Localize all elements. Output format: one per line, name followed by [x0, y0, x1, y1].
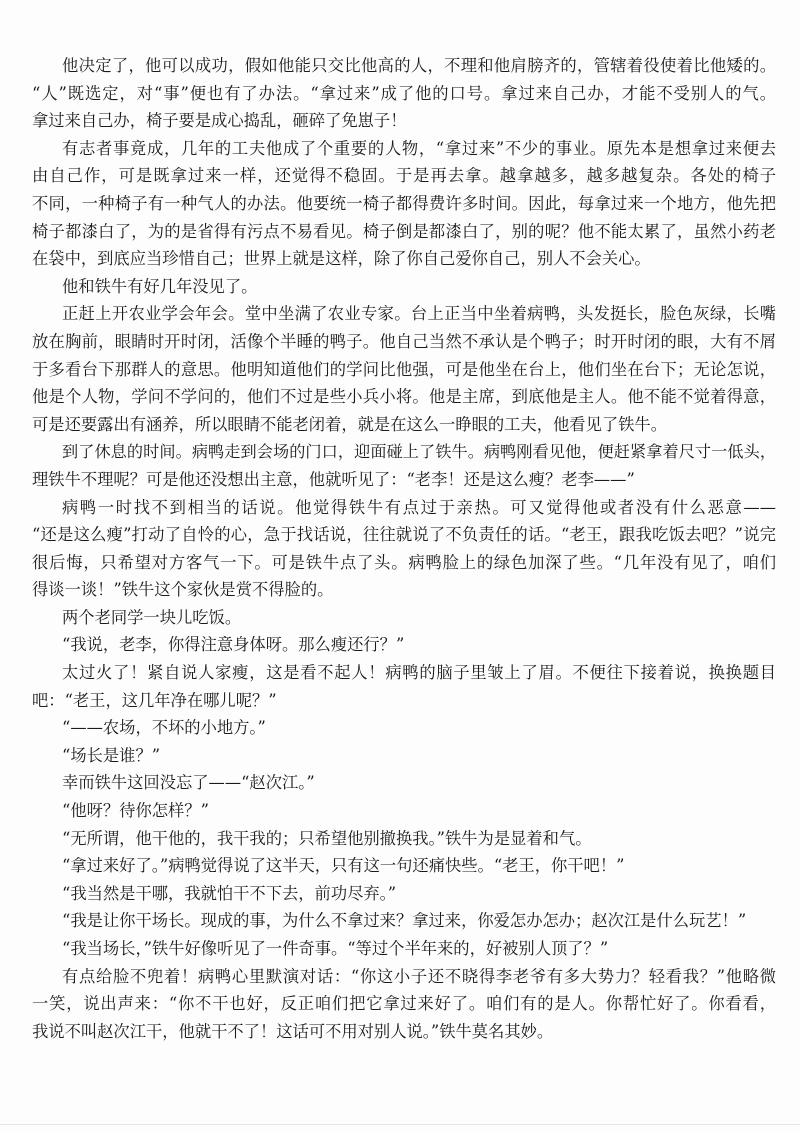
text-line: “我是让你干场长。现成的事，为什么不拿过来？拿过来，你爱怎办怎办；赵次江是什么玩艺！”: [62, 911, 747, 931]
text-line: 两个老同学一块儿吃饭。: [62, 607, 242, 627]
text-line: 于多看台下那群人的意思。他明知道他们的学问比他强，可是他坐在台上，他们坐在台下；无论怎说，: [32, 359, 776, 379]
page-edge-divider: [0, 1124, 800, 1125]
text-line: 一笑，说出声来：“你不干也好，反正咱们把它拿过来好了。咱们有的是人。你帮忙好了。你看看，: [32, 994, 776, 1014]
text-line: 有点给脸不兜着！病鸭心里默演对话：“你这小子还不晓得李老爷有多大势力？轻看我？”他略微: [62, 966, 776, 986]
text-line: “无所谓，他干他的，我干我的；只希望他别撤换我。”铁牛为是显着和气。: [62, 828, 592, 848]
text-line: “我当场长，”铁牛好像听见了一件奇事。“等过个半年来的，好被别人顶了？”: [62, 939, 609, 958]
text-line: 我说不叫赵次江干，他就干不了！这话可不用对别人说。”铁牛莫名其妙。: [32, 1021, 554, 1041]
text-line: “场长是谁？”: [62, 745, 161, 765]
text-line: 到了休息的时间。病鸭走到会场的门口，迎面碰上了铁牛。病鸭刚看见他，便赶紧拿着尺寸一低头，: [62, 442, 776, 462]
text-line: 不同，一种椅子有一种气人的办法。他要统一椅子都得费许多时间。因此，每拿过来一个地方，他先把: [32, 193, 776, 213]
text-line: 他和铁牛有好几年没见了。: [62, 276, 258, 296]
text-line: 正赶上开农业学会年会。堂中坐满了农业专家。台上正当中坐着病鸭，头发挺长，脸色灰绿，长嘴: [62, 304, 776, 324]
text-line: 拿过来自己办，椅子要是成心捣乱，砸碎了免崽子！: [32, 111, 407, 131]
text-line: 他决定了，他可以成功，假如他能只交比他高的人，不理和他肩膀齐的，管辖着役使着比他矮的。: [62, 56, 776, 75]
text-line: “还是这么瘦”打动了自怜的心，急于找话说，往往就说了不负责任的话。“老王，跟我吃饭去吧？”说完: [32, 525, 776, 545]
text-line: 太过火了！紧自说人家瘦，这是看不起人！病鸭的脑子里皱上了眉。不便往下接着说，换换题目: [62, 663, 776, 683]
text-line: 可是还要露出有涵养，所以眼睛不能老闭着，就是在这么一睁眼的工夫，他看见了铁牛。: [32, 414, 667, 434]
text-line: “他呀？待你怎样？”: [62, 801, 209, 821]
text-line: 放在胸前，眼睛时开时闭，活像个半睡的鸭子。他自己当然不承认是个鸭子；时开时闭的眼，大有不屑: [32, 331, 776, 351]
text-line: “人”既选定，对“事”便也有了办法。“拿过来”成了他的口号。拿过来自己办，才能不受别人的气。: [32, 83, 776, 103]
text-line: 由自己作，可是既拿过来一样，还觉得不稳固。于是再去拿。越拿越多，越多越复杂。各处的椅子: [32, 166, 776, 186]
text-line: “我当然是干哪，我就怕干不下去，前功尽弃。”: [62, 883, 397, 903]
text-line: 病鸭一时找不到相当的话说。他觉得铁牛有点过于亲热。可又觉得他或者没有什么恶意——: [62, 497, 776, 517]
text-line: 有志者事竟成，几年的工夫他成了个重要的人物，“拿过来”不少的事业。原先本是想拿过来便去: [62, 138, 776, 158]
text-line: 理铁牛不理呢？可是他还没想出主意，他就听见了：“老李！还是这么瘦？老李——”: [32, 469, 635, 489]
text-line: 幸而铁牛这回没忘了——“赵次江。”: [62, 773, 315, 793]
text-line: 很后悔，只希望对方客气一下。可是铁牛点了头。病鸭脸上的绿色加深了些。“几年没有见了，咱们: [32, 552, 776, 572]
text-line: 椅子都漆白了，为的是省得有污点不易看见。椅子倒是都漆白了，别的呢？他不能太累了，虽然小药老: [32, 221, 776, 241]
text-line: 吧：“老王，这几年净在哪儿呢？”: [32, 690, 277, 710]
text-line: 在袋中，到底应当珍惜自己；世界上就是这样，除了你自己爱你自己，别人不会关心。: [32, 249, 651, 269]
body-text: [32, 52, 776, 1045]
text-line: 得谈一谈！”铁牛这个家伙是赏不得脸的。: [32, 580, 334, 600]
text-line: “——农场，不坏的小地方。”: [62, 718, 266, 738]
text-line: “拿过来好了。”病鸭觉得说了这半天，只有这一句还痛快些。“老王，你干吧！”: [62, 856, 625, 876]
text-line: “我说，老李，你得注意身体呀。那么瘦还行？”: [62, 635, 405, 655]
text-line: 他是个人物，学问不学问的，他们不过是些小兵小将。他是主席，到底他是主人。他不能不觉着得意，: [32, 387, 776, 407]
